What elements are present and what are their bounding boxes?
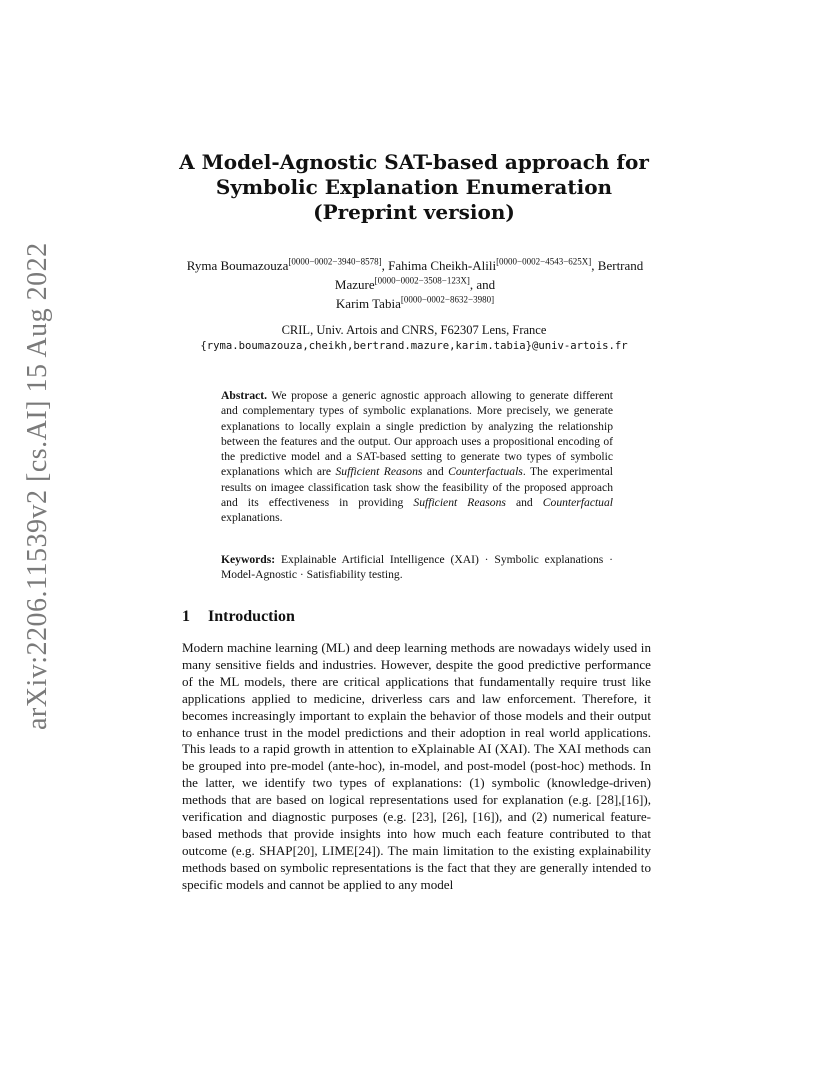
citation-link[interactable]: [16] — [621, 792, 644, 808]
keywords-text: Explainable Artificial Intelligence (XAI) · Symbolic explanations · Model-Agnostic · Satisfiability testing. — [221, 553, 613, 582]
title-line-3: (Preprint version) — [313, 200, 515, 224]
author-name: Karim Tabia — [335, 296, 401, 311]
abstract-emphasis: Counterfactuals — [448, 465, 523, 479]
body-text: ), and (2) numerical feature-based methods that provide insights into how much each feature contributed to that outcome (e.g. SHAP — [182, 809, 651, 858]
author-list — [150, 256, 680, 313]
orcid: [0000−0002−3508−123X] — [374, 275, 470, 286]
author-name: Ryma Boumazouza — [186, 258, 289, 273]
arxiv-side-stamp: arXiv:2206.11539v2 [cs.AI] 15 Aug 2022 — [22, 242, 53, 730]
abstract-text: explanations. — [221, 511, 283, 525]
abstract-emphasis: Sufficient Reasons — [335, 465, 423, 479]
intro-paragraph: Modern machine learning (ML) and deep learning methods are nowadays widely used in many sensitive fields and industries. However, despite the good predictive performance of the ML models, there are critical applications that fundamentally require trust like applications applied to medicine, driverless cars and law enforcement. Therefore, it becomes increasingly important to explain the behavior of those models and their output to enhance trust in the model predictions and their adoption in real world applications. This leads to a rapid growth in attention to eXplainable AI (XAI). The XAI methods can be grouped into pre-model (ante-hoc), in-model, and post-model (post-hoc) methods. In the latter, we identify two types of explanations: (1) symbolic (knowledge-driven) methods that are based on logical representations used for explanation (e.g. [28],[16]), verification and diagnostic purposes (e.g. [23], [26], [16]), and (2) numerical feature-based methods that provide insights into how much each feature contributed to that outcome (e.g. SHAP[20], LIME[24]). The main limitation to the existing explainability methods based on symbolic representations is the fact that they are generally intended to specific models and cannot be applied to any model — [182, 640, 651, 892]
abstract — [221, 388, 613, 526]
citation-link[interactable]: [23] — [411, 809, 434, 825]
section-number: 1 — [182, 608, 190, 625]
abstract-text: and — [505, 496, 543, 510]
body-text: ). The main limitation to the existing explainability methods based on symbolic representations is the fact that they are generally intended to specific models and cannot be applied to any model — [182, 842, 651, 892]
abstract-text: We propose a generic agnostic approach allowing to generate different and complementary types of symbolic explanations. More precisely, we generate explanations to locally explain a single prediction by analyzing the relationship between the features and the output. Our approach uses a propositional encoding of the predictive model and a SAT-based setting to generate two types of symbolic explanations which are — [221, 389, 613, 479]
author-emails: {ryma.boumazouza,cheikh,bertrand.mazure,karim.tabia}@univ-artois.fr — [200, 340, 628, 352]
affiliation-line: CRIL, Univ. Artois and CNRS, F62307 Lens, France — [281, 323, 547, 337]
author-name: Cheikh-Alili — [430, 258, 497, 273]
keywords — [221, 552, 613, 583]
abstract-label: Abstract. — [221, 389, 268, 402]
author-separator: , Fahima — [381, 258, 428, 273]
orcid: [0000−0002−4543−625X] — [496, 256, 592, 267]
abstract-emphasis: Sufficient Reasons — [413, 496, 506, 510]
citation-link[interactable]: [26] — [442, 809, 465, 825]
keywords-label: Keywords: — [221, 553, 276, 566]
orcid: [0000−0002−8632−3980] — [400, 294, 495, 305]
author-separator: , and — [469, 277, 496, 292]
citation-link[interactable]: [28] — [596, 792, 619, 808]
author-separator: , Bertrand Mazure — [334, 258, 644, 292]
citation-link[interactable]: [24] — [354, 842, 376, 858]
paper-title — [0, 150, 828, 225]
abstract-emphasis: Counterfactual — [542, 496, 613, 510]
section-title: Introduction — [208, 608, 295, 625]
section-heading — [182, 608, 295, 626]
body-text: , LIME — [314, 842, 355, 858]
body-text: Modern machine learning (ML) and deep learning methods are nowadays widely used in many sensitive fields and industries. However, despite the good predictive performance of the ML models, there are critical applications that fundamentally require trust like applications applied to medicine, driverless cars and law enforcement. Therefore, it becomes increasingly important to explain the behavior of those models and their output to enhance trust in the model predictions and their adoption in real world applications. This leads to a rapid growth in attention to eXplainable AI (XAI). The XAI methods can be grouped into pre-model (ante-hoc), in-model, and post-model (post-hoc) methods. In the latter, we identify two types of explanations: (1) symbolic (knowledge-driven) methods that are based on logical representations used for explanation (e.g. — [182, 640, 651, 808]
abstract-text: . The experimental results on imagee classification task show the feasibility of the proposed approach and its effectiveness in providing — [221, 465, 613, 510]
abstract-text: and — [422, 465, 449, 479]
orcid: [0000−0002−3940−8578] — [288, 256, 382, 267]
title-line-2: Symbolic Explanation Enumeration — [215, 175, 613, 199]
citation-link[interactable]: [20] — [292, 842, 315, 858]
title-line-1: A Model-Agnostic SAT-based approach for — [179, 150, 649, 174]
affiliation — [0, 322, 828, 354]
body-text: ), verification and diagnostic purposes (e.g. — [182, 792, 651, 825]
citation-link[interactable]: [16] — [472, 809, 495, 825]
